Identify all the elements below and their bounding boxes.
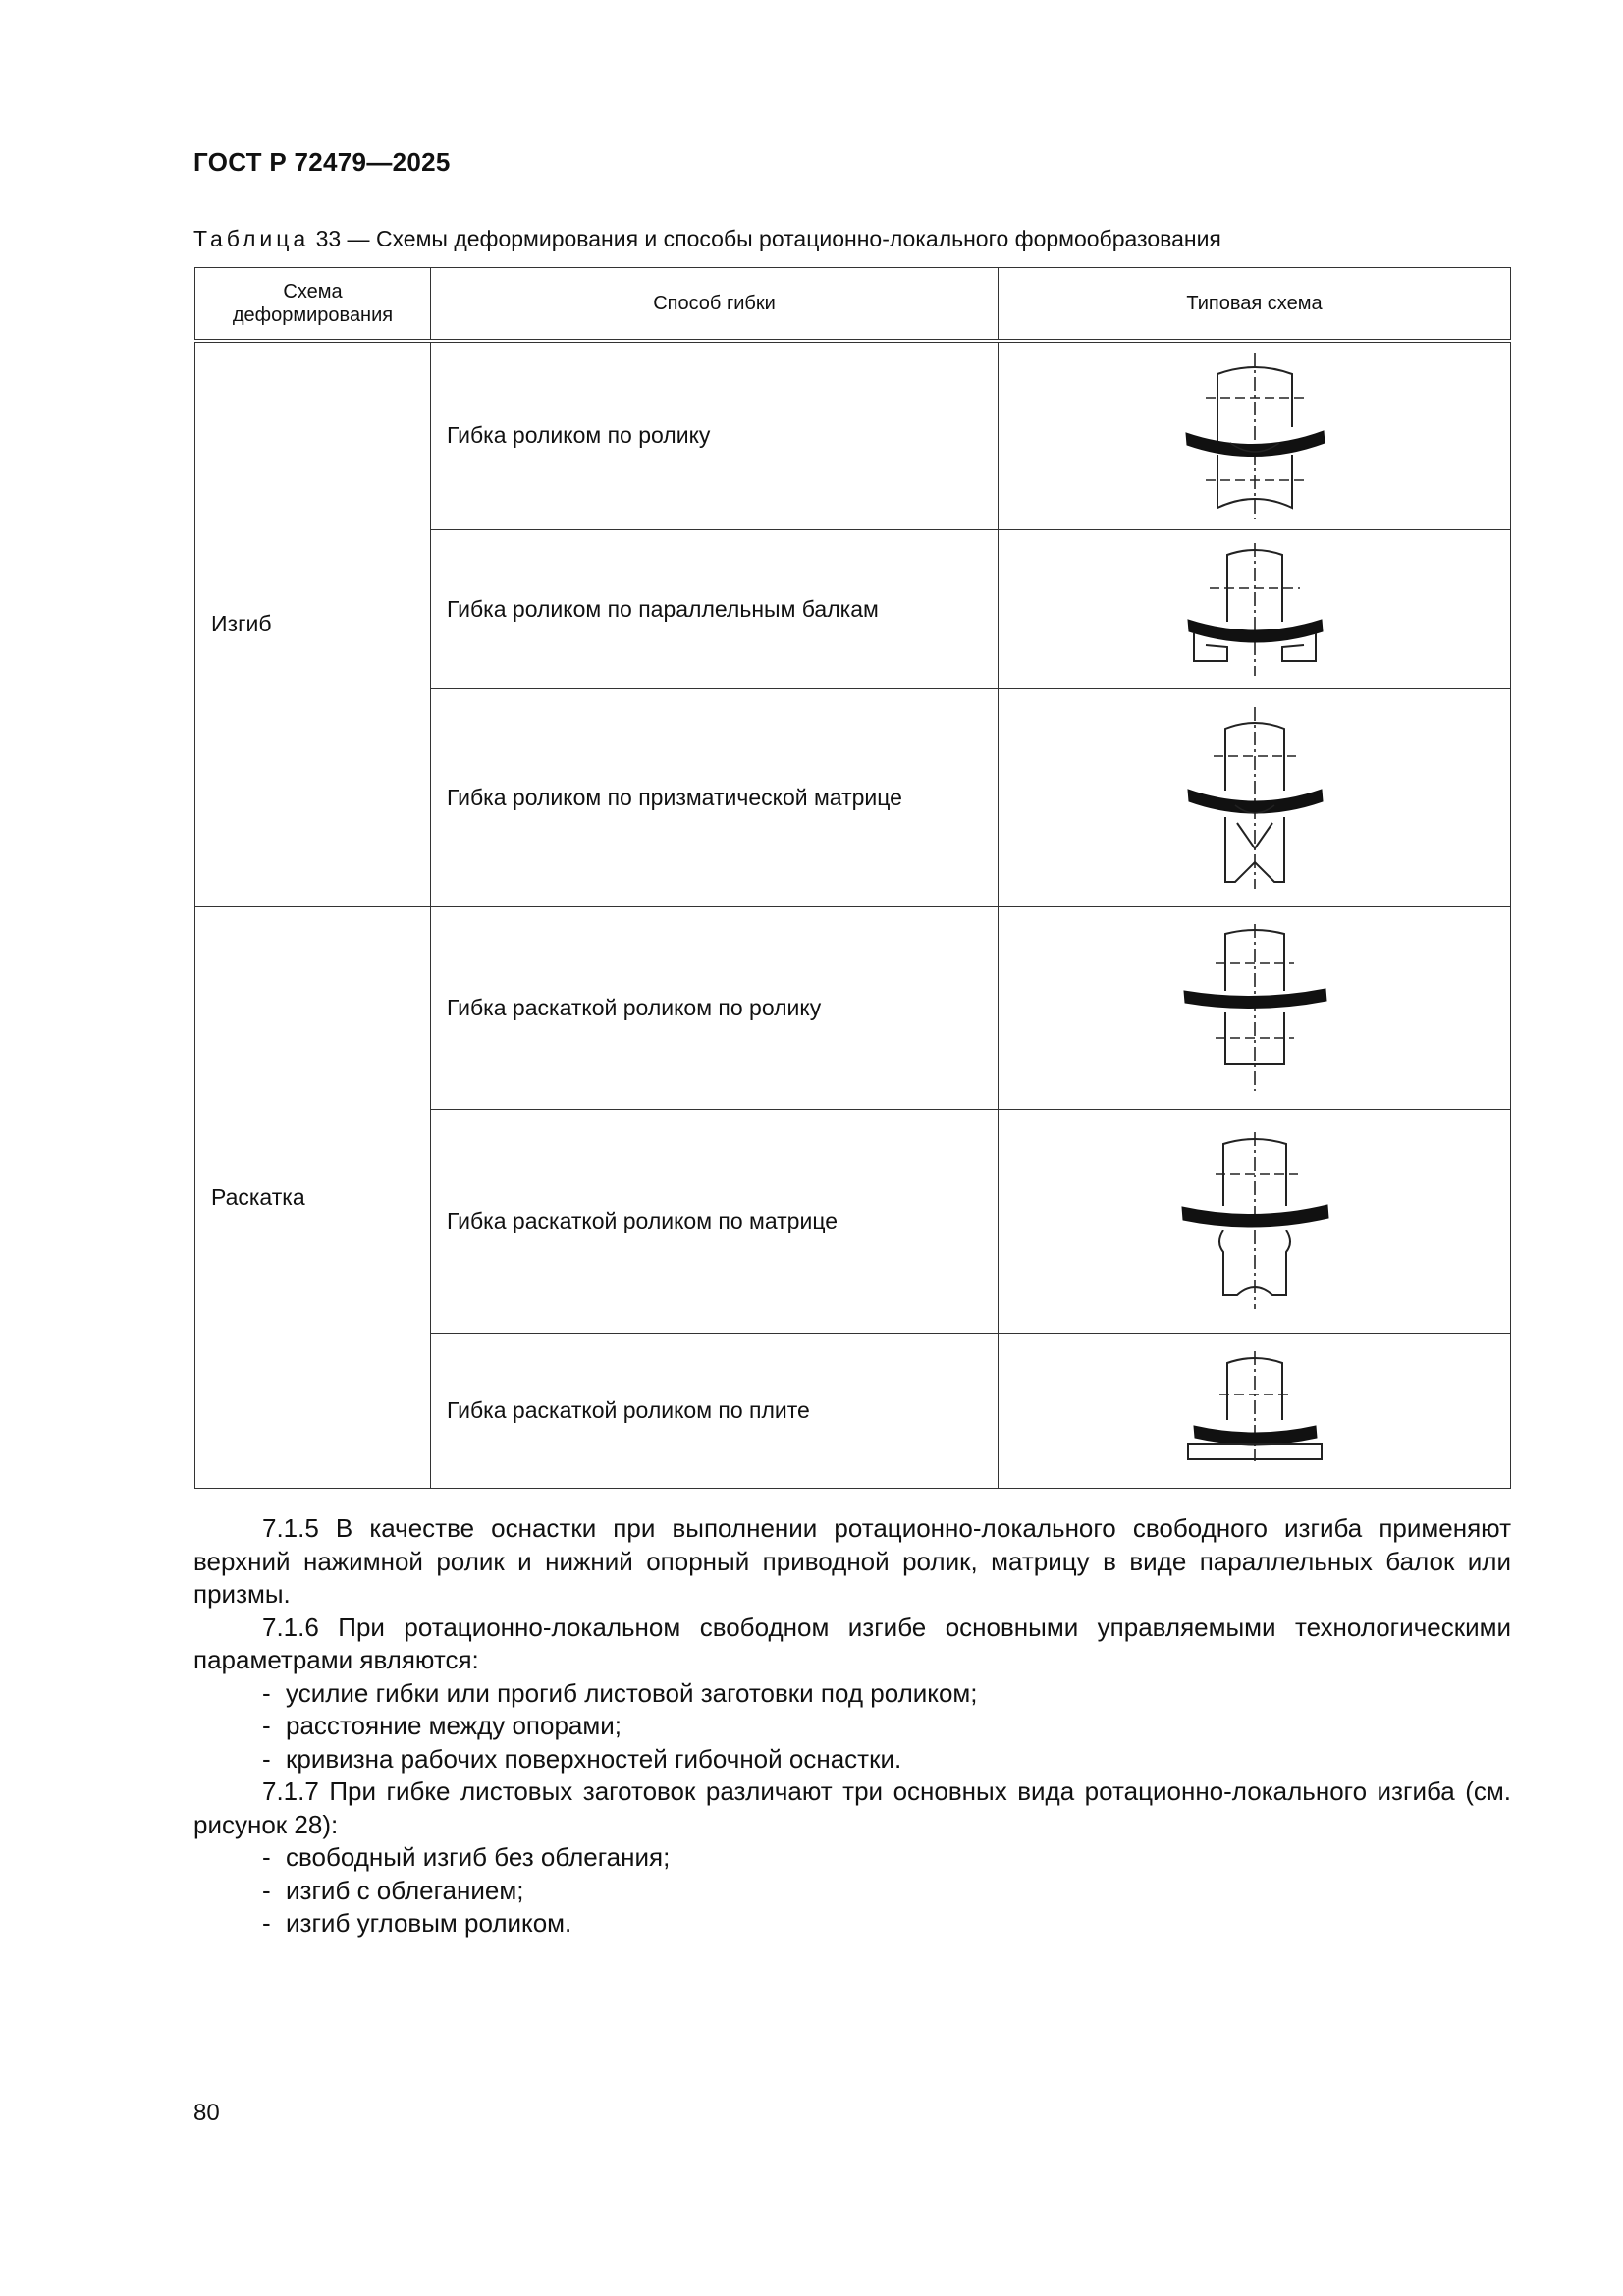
list-item: - свободный изгиб без облегания; <box>262 1842 671 1872</box>
paragraph-7-1-5: 7.1.5 В качестве оснастки при выполнении ротационно-локального свободного изгиба применяют верхний нажимной ролик и нижний опорный приводной ролик, матрицу в виде параллельных балок или призмы. <box>193 1513 1511 1609</box>
roller-on-parallel-beams-diagram <box>999 529 1511 688</box>
rolling-roller-on-plate-diagram <box>999 1333 1511 1488</box>
scheme-cell-bend: Изгиб <box>195 341 431 906</box>
table-header-row <box>195 268 1511 342</box>
method-cell: Гибка роликом по ролику <box>431 341 999 529</box>
paragraph-7-1-7: 7.1.7 При гибке листовых заготовок различают три основных вида ротационно-локального изгиба (см. рисунок 28): <box>193 1777 1511 1839</box>
list-item: - кривизна рабочих поверхностей гибочной оснастки. <box>262 1743 902 1774</box>
method-cell: Гибка роликом по параллельным балкам <box>431 529 999 688</box>
list-item: - усилие гибки или прогиб листовой заготовки под роликом; <box>262 1677 978 1708</box>
rolling-roller-on-roller-diagram <box>999 906 1511 1109</box>
table-row <box>195 906 1511 1109</box>
paragraph-7-1-6: 7.1.6 При ротационно-локальном свободном изгибе основными управляемыми технологическими параметрами являются: <box>193 1612 1511 1674</box>
method-cell: Гибка раскаткой роликом по плите <box>431 1333 999 1488</box>
roller-on-roller-bend-diagram <box>999 341 1511 529</box>
list-item: - расстояние между опорами; <box>262 1711 622 1740</box>
method-cell: Гибка раскаткой роликом по ролику <box>431 906 999 1109</box>
document-header: ГОСТ Р 72479—2025 <box>193 147 451 177</box>
header-method: Способ гибки <box>431 268 999 342</box>
table-caption-text: 33 — Схемы деформирования и способы ротационно-локального формообразования <box>315 226 1221 251</box>
deformation-schemes-table <box>194 267 1511 1489</box>
header-diagram: Типовая схема <box>999 268 1511 342</box>
method-cell: Гибка раскаткой роликом по матрице <box>431 1109 999 1333</box>
page-number: 80 <box>193 2100 220 2126</box>
scheme-cell-rolling: Раскатка <box>195 906 431 1488</box>
table-row <box>195 341 1511 529</box>
method-cell: Гибка роликом по призматической матрице <box>431 688 999 906</box>
roller-on-prismatic-die-diagram <box>999 688 1511 906</box>
table-caption <box>193 226 1221 252</box>
table-caption-word: Таблица <box>193 226 310 251</box>
rolling-roller-on-die-diagram <box>999 1109 1511 1333</box>
header-scheme: Схема деформирования <box>195 268 431 342</box>
list-item: - изгиб с облеганием; <box>262 1875 524 1905</box>
list-item: - изгиб угловым роликом. <box>262 1908 572 1938</box>
body-text <box>193 1512 1511 1941</box>
